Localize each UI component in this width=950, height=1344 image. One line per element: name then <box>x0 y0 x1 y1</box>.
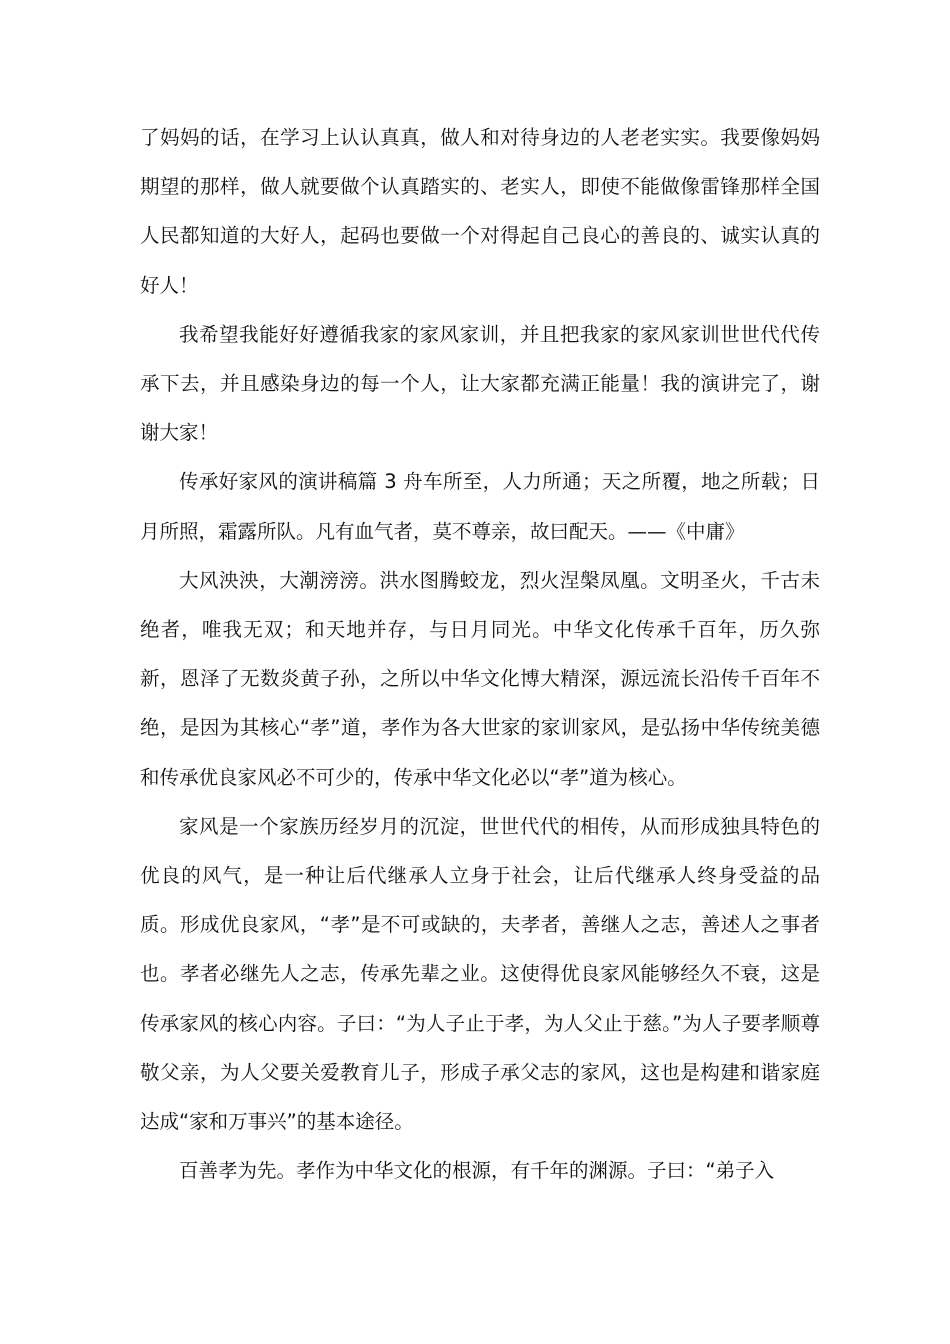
document-body <box>140 113 820 1195</box>
paragraph-filial-piety: 百善孝为先。孝作为中华文化的根源，有千年的渊源。子曰：“弟子入 <box>179 1159 775 1183</box>
paragraph-speech-3-opening-quote: 传承好家风的演讲稿篇 3 舟车所至，人力所通；天之所覆，地之所载；日月所照，霜露所队。凡有血气者，莫不尊亲，故曰配天。——《中庸》 <box>140 470 820 543</box>
paragraph-continuation: 了妈妈的话，在学习上认认真真，做人和对待身边的人老老实实。我要像妈妈期望的那样，做人就要做个认真踏实的、老实人，即使不能做像雷锋那样全国人民都知道的大好人，起码也要做一个对得起自己良心的善良的、诚实认真的好人！ <box>140 126 820 297</box>
paragraph-family-tradition: 家风是一个家族历经岁月的沉淀，世世代代的相传，从而形成独具特色的优良的风气，是一种让后代继承人立身于社会，让后代继承人终身受益的品质。形成优良家风，“孝”是不可或缺的，夫孝者，善继人之志，善述人之事者也。孝者必继先人之志，传承先辈之业。这使得优良家风能够经久不衰，这是传承家风的核心内容。子曰：“为人子止于孝，为人父止于慈。”为人子要孝顺尊敬父亲，为人父要关爱教育儿子，形成子承父志的家风，这也是构建和谐家庭达成“家和万事兴”的基本途径。 <box>140 814 820 1134</box>
paragraph-chinese-culture: 大风泱泱，大潮滂滂。洪水图腾蛟龙，烈火涅槃凤凰。文明圣火，千古未绝者，唯我无双；和天地并存，与日月同光。中华文化传承千百年，历久弥新，恩泽了无数炎黄子孙，之所以中华文化博大精深，源远流长沿传千百年不绝，是因为其核心“孝”道，孝作为各大世家的家训家风，是弘扬中华传统美德和传承优良家风必不可少的，传承中华文化必以“孝”道为核心。 <box>140 568 820 789</box>
paragraph-closing-wish: 我希望我能好好遵循我家的家风家训，并且把我家的家风家训世世代代传承下去，并且感染身边的每一个人，让大家都充满正能量！我的演讲完了，谢谢大家！ <box>140 322 820 445</box>
